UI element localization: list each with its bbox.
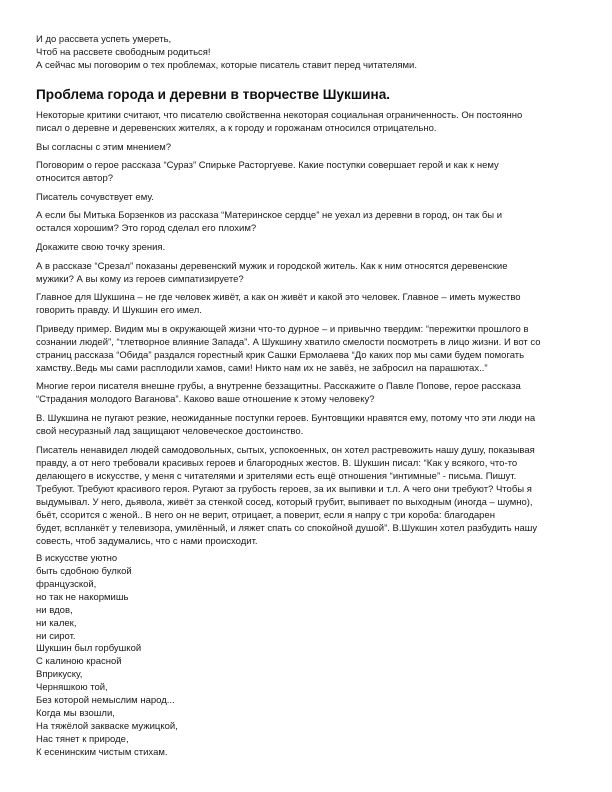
poem-line: Черняшкою той,: [36, 682, 108, 694]
paragraph: [36, 323, 586, 375]
paragraph: [36, 109, 586, 135]
paragraph-line: В. Шукшина не пугают резкие, неожиданные поступки героев. Бунтовщики нравятся ему, потому что эти люди на: [36, 412, 536, 424]
poem-line: К есенинским чистым стихам.: [36, 746, 168, 758]
poem-line: В искусстве уютно: [36, 553, 118, 565]
paragraph: [36, 412, 586, 438]
paragraph-line: сознании людей”, “тлетворное влияние Запада”. А Шукшину хватило смелости посмотреть в лицо жизни. И вот со: [36, 336, 541, 348]
paragraph-line: Многие герои писателя внешне грубы, а внутренне беззащитны. Расскажите о Павле Попове, герое рассказа: [36, 381, 521, 393]
paragraph-line: А если бы Митька Борзенков из рассказа “Материнское сердце” не уехал из деревни в город, он так бы и: [36, 210, 503, 222]
document-page: [36, 33, 586, 760]
paragraph-line: говорить правду. И Шукшин его имел.: [36, 305, 202, 317]
paragraph-line: страниц рассказа “Обида” раздался горестный крик Сашки Ермолаева “До каких пор мы сами будем помогать: [36, 349, 525, 361]
paragraph-line: Некоторые критики считают, что писателю свойственна некоторая социальная ограниченность. Он постоянно: [36, 110, 523, 121]
poem-line: На тяжёлой закваске мужицкой,: [36, 720, 178, 732]
poem-line: ни сирот.: [36, 630, 76, 642]
intro-line: И до рассвета успеть умереть,: [36, 34, 172, 45]
paragraph-line: Писатель ненавидел людей самодовольных, сытых, успокоенных, он хотел растревожить нашу душу, показывая: [36, 444, 535, 456]
paragraph-line: выдумывал. У него, дьявола, живёт за стенкой сосед, который грубит, выпивает по выходным (иногда – шумно),: [36, 496, 533, 508]
paragraph-line: мужики? А вы кому из героев симпатизируете?: [36, 273, 244, 285]
paragraph-line: будет, вспланкёт у телевизора, умилённый, и ляжет спать со спокойной душой”. В.Шукшин хотел разбудить нашу: [36, 522, 538, 534]
paragraph: [36, 141, 586, 154]
poem-line: французской,: [36, 578, 97, 590]
paragraph-line: Писатель сочувствует ему.: [36, 191, 154, 203]
paragraph-line: А в рассказе “Срезал” показаны деревенский мужик и городской житель. Как к ним относятся деревенские: [36, 260, 508, 272]
paragraph-line: Вы согласны с этим мнением?: [36, 141, 172, 153]
paragraph-line: Докажите свою точку зрения.: [36, 241, 166, 253]
paragraph: [36, 380, 586, 406]
paragraph: [36, 159, 586, 185]
paragraph-line: Поговорим о герое рассказа “Сураз” Спирьке Расторгуеве. Какие поступки совершает герой и как к нему: [36, 160, 499, 172]
paragraph-line: хамству..Ведь мы сами расплодили хамов, сами! Никто нам их не завёз, не забросил на парашютах..”: [36, 362, 488, 374]
poem-line: С калиною красной: [36, 656, 122, 668]
paragraph: [36, 241, 586, 254]
paragraph: [36, 209, 586, 235]
paragraph: [36, 191, 586, 204]
paragraph: [36, 291, 586, 317]
poem-line: Шукшин был горбушкой: [36, 643, 142, 655]
paragraph-line: свой несуразный лад защищают человеческое достоинство.: [36, 425, 304, 437]
poem-line: Без которой немыслим народ...: [36, 695, 175, 707]
poem-line: Вприкуску,: [36, 669, 83, 681]
paragraph-line: бьёт, ссорится с женой.. В него он не верит, отрицает, а поверит, если я напру с три короба: благодарен: [36, 509, 495, 521]
poem-line: Нас тянет к природе,: [36, 733, 129, 745]
paragraph-line: относится автор?: [36, 173, 114, 185]
paragraph-line: писал о деревне и деревенских жителях, а к городу и горожанам относился отрицательно.: [36, 123, 437, 134]
section-heading: Проблема города и деревни в творчестве Шукшина.: [36, 87, 391, 102]
intro-line: Чтоб на рассвете свободным родиться!: [36, 47, 211, 58]
paragraph-line: совесть, чтоб задумались, что с нами происходит.: [36, 535, 258, 547]
poem-line: ни калек,: [36, 617, 77, 629]
paragraph-line: Требуют. Требуют красивого героя. Ругают за грубость героев, за их выпивки и т.л. А чего они требуют? Чтобы я: [36, 483, 532, 495]
body-text: [36, 109, 586, 548]
poem-line: быть сдобною булкой: [36, 566, 132, 578]
intro-verse: [36, 33, 586, 72]
poem-line: Когда мы взошли,: [36, 708, 115, 719]
paragraph-line: остался хорошим? Это город сделал его плохим?: [36, 223, 257, 235]
intro-line: А сейчас мы поговорим о тех проблемах, которые писатель ставит перед читателями.: [36, 60, 417, 71]
paragraph-line: правду, а от него требовали красивых героев и благородных жестов. В. Шукшин писал: “Как у всякого, что-то: [36, 457, 518, 469]
paragraph-line: “Страдания молодого Ваганова”. Каково ваше отношение к этому человеку?: [36, 394, 375, 406]
paragraph: [36, 260, 586, 286]
paragraph-line: делающего в искусстве, у меня с читателями и зрителями есть ещё отношения “интимные” - письма. Пишут.: [36, 470, 517, 482]
poem-line: ни вдов,: [36, 604, 73, 616]
paragraph: [36, 444, 586, 548]
closing-poem: [36, 553, 586, 760]
poem-line: но так не накормишь: [36, 591, 129, 603]
paragraph-line: Главное для Шукшина – не где человек живёт, а как он живёт и какой это человек. Главное – иметь мужество: [36, 292, 521, 304]
paragraph-line: Приведу пример. Видим мы в окружающей жизни что-то дурное – и привычно твердим: “пережитки прошлого в: [36, 323, 529, 335]
